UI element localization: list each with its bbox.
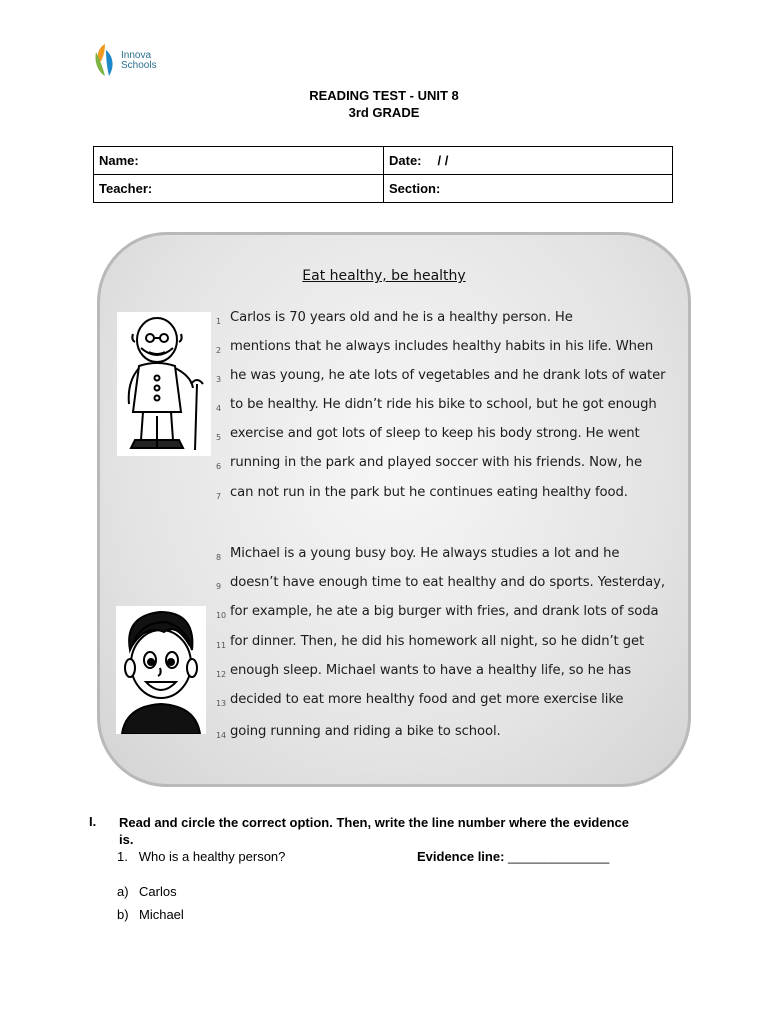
date-slashes: / /	[437, 153, 449, 168]
option-b[interactable]	[117, 907, 184, 922]
line-number: 13	[216, 699, 226, 708]
line-number: 7	[216, 492, 221, 501]
line-number: 5	[216, 433, 221, 442]
passage-line	[216, 692, 646, 708]
line-number: 11	[216, 641, 226, 650]
old-man-illustration	[117, 312, 211, 456]
line-text: going running and riding a bike to school.	[230, 724, 501, 739]
logo-line-1: Innova	[121, 50, 152, 61]
line-number: 4	[216, 404, 221, 413]
passage-line	[216, 604, 659, 620]
line-text: Carlos is 70 years old and he is a healthy person. He	[230, 310, 573, 325]
line-number: 9	[216, 582, 221, 591]
evidence-label: Evidence line:	[417, 849, 505, 864]
section-field[interactable]	[384, 175, 673, 203]
evidence-blank[interactable]: ______________	[508, 849, 610, 864]
line-number: 2	[216, 346, 221, 355]
passage-line	[216, 663, 646, 679]
passage-line	[216, 485, 646, 501]
school-logo	[93, 42, 173, 82]
line-text: to be healthy. He didn’t ride his bike to school, but he got enough	[230, 397, 657, 412]
line-text: he was young, he ate lots of vegetables and he drank lots of water	[230, 368, 666, 383]
teacher-field[interactable]	[94, 175, 384, 203]
logo-text	[121, 51, 157, 71]
name-field[interactable]	[94, 147, 384, 175]
section-label: Section:	[389, 181, 441, 196]
line-text: running in the park and played soccer with his friends. Now, he	[230, 455, 642, 470]
test-title: READING TEST - UNIT 8	[309, 88, 459, 103]
passage-line	[216, 724, 646, 740]
passage-line	[216, 575, 665, 591]
passage-line	[216, 546, 646, 562]
date-field[interactable]	[384, 147, 673, 175]
line-text: doesn’t have enough time to eat healthy and do sports. Yesterday,	[230, 575, 665, 590]
section-instruction: Read and circle the correct option. Then, write the line number where the evidence is.	[119, 815, 630, 847]
question-number: 1.	[117, 849, 128, 864]
student-info-table	[93, 146, 673, 203]
passage-line	[216, 634, 646, 650]
line-number: 1	[216, 317, 221, 326]
question-text: Who is a healthy person?	[138, 849, 286, 864]
line-number: 8	[216, 553, 221, 562]
option-text: Michael	[139, 907, 184, 922]
line-text: for dinner. Then, he did his homework all night, so he didn’t get	[230, 634, 645, 649]
line-number: 12	[216, 670, 226, 679]
option-text: Carlos	[139, 884, 177, 899]
passage-line	[216, 368, 666, 384]
line-number: 10	[216, 611, 226, 620]
evidence-line-field[interactable]	[417, 849, 609, 864]
line-text: can not run in the park but he continues eating healthy food.	[230, 485, 628, 500]
line-text: enough sleep. Michael wants to have a healthy life, so he has	[230, 663, 631, 678]
line-text: Michael is a young busy boy. He always studies a lot and he	[230, 546, 620, 561]
option-letter: b)	[117, 907, 129, 922]
story-title: Eat healthy, be healthy	[302, 268, 466, 284]
teacher-label: Teacher:	[99, 181, 153, 196]
line-number: 3	[216, 375, 221, 384]
line-number: 14	[216, 731, 226, 740]
leaf-logo-icon	[93, 42, 119, 78]
date-label: Date:	[389, 153, 422, 168]
passage-line	[216, 310, 646, 326]
passage-line	[216, 455, 646, 471]
grade-title: 3rd GRADE	[348, 105, 420, 120]
boy-illustration	[116, 606, 206, 734]
line-text: for example, he ate a big burger with fries, and drank lots of soda	[230, 604, 659, 619]
line-text: mentions that he always includes healthy habits in his life. When	[230, 339, 654, 354]
option-a[interactable]	[117, 884, 177, 899]
logo-line-2: Schools	[121, 60, 157, 71]
passage-line	[216, 397, 657, 413]
passage-line	[216, 339, 654, 355]
line-text: decided to eat more healthy food and get more exercise like	[230, 692, 624, 707]
passage-line	[216, 426, 646, 442]
name-label: Name:	[99, 153, 139, 168]
line-number: 6	[216, 462, 221, 471]
question-1	[117, 849, 285, 864]
section-numeral: I.	[89, 814, 97, 829]
line-text: exercise and got lots of sleep to keep his body strong. He went	[230, 426, 640, 441]
option-letter: a)	[117, 884, 129, 899]
